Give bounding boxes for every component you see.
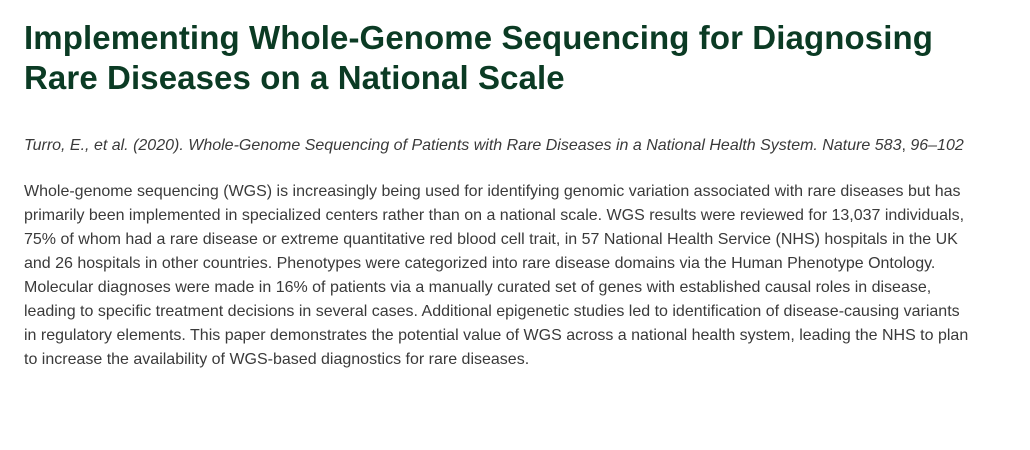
citation-text: Turro, E., et al. (2020). Whole-Genome Sequencing of Patients with Rare Diseases in a National Health System. Nature 583: [24, 137, 902, 154]
citation-separator: ,: [901, 137, 911, 154]
article: [24, 18, 1014, 372]
citation-pages: 96–102: [910, 137, 964, 154]
citation: [24, 134, 999, 158]
article-title: Implementing Whole-Genome Sequencing for Diagnosing Rare Diseases on a National Scale: [24, 19, 933, 96]
abstract-paragraph: Whole-genome sequencing (WGS) is increasingly being used for identifying genomic variation associated with rare diseases but has primarily been implemented in specialized centers rather than on a national scale. WGS results were reviewed for 13,037 individuals, 75% of whom had a rare disease or extreme quantitative red blood cell trait, in 57 National Health Service (NHS) hospitals in the UK and 26 hospitals in other countries. Phenotypes were categorized into rare disease domains via the Human Phenotype Ontology. Molecular diagnoses were made in 16% of patients via a manually curated set of genes with established causal roles in disease, leading to specific treatment decisions in several cases. Additional epigenetic studies led to identification of disease-causing variants in regulatory elements. This paper demonstrates the potential value of WGS across a national health system, leading the NHS to plan to increase the availability of WGS-based diagnostics for rare diseases.: [24, 183, 969, 368]
